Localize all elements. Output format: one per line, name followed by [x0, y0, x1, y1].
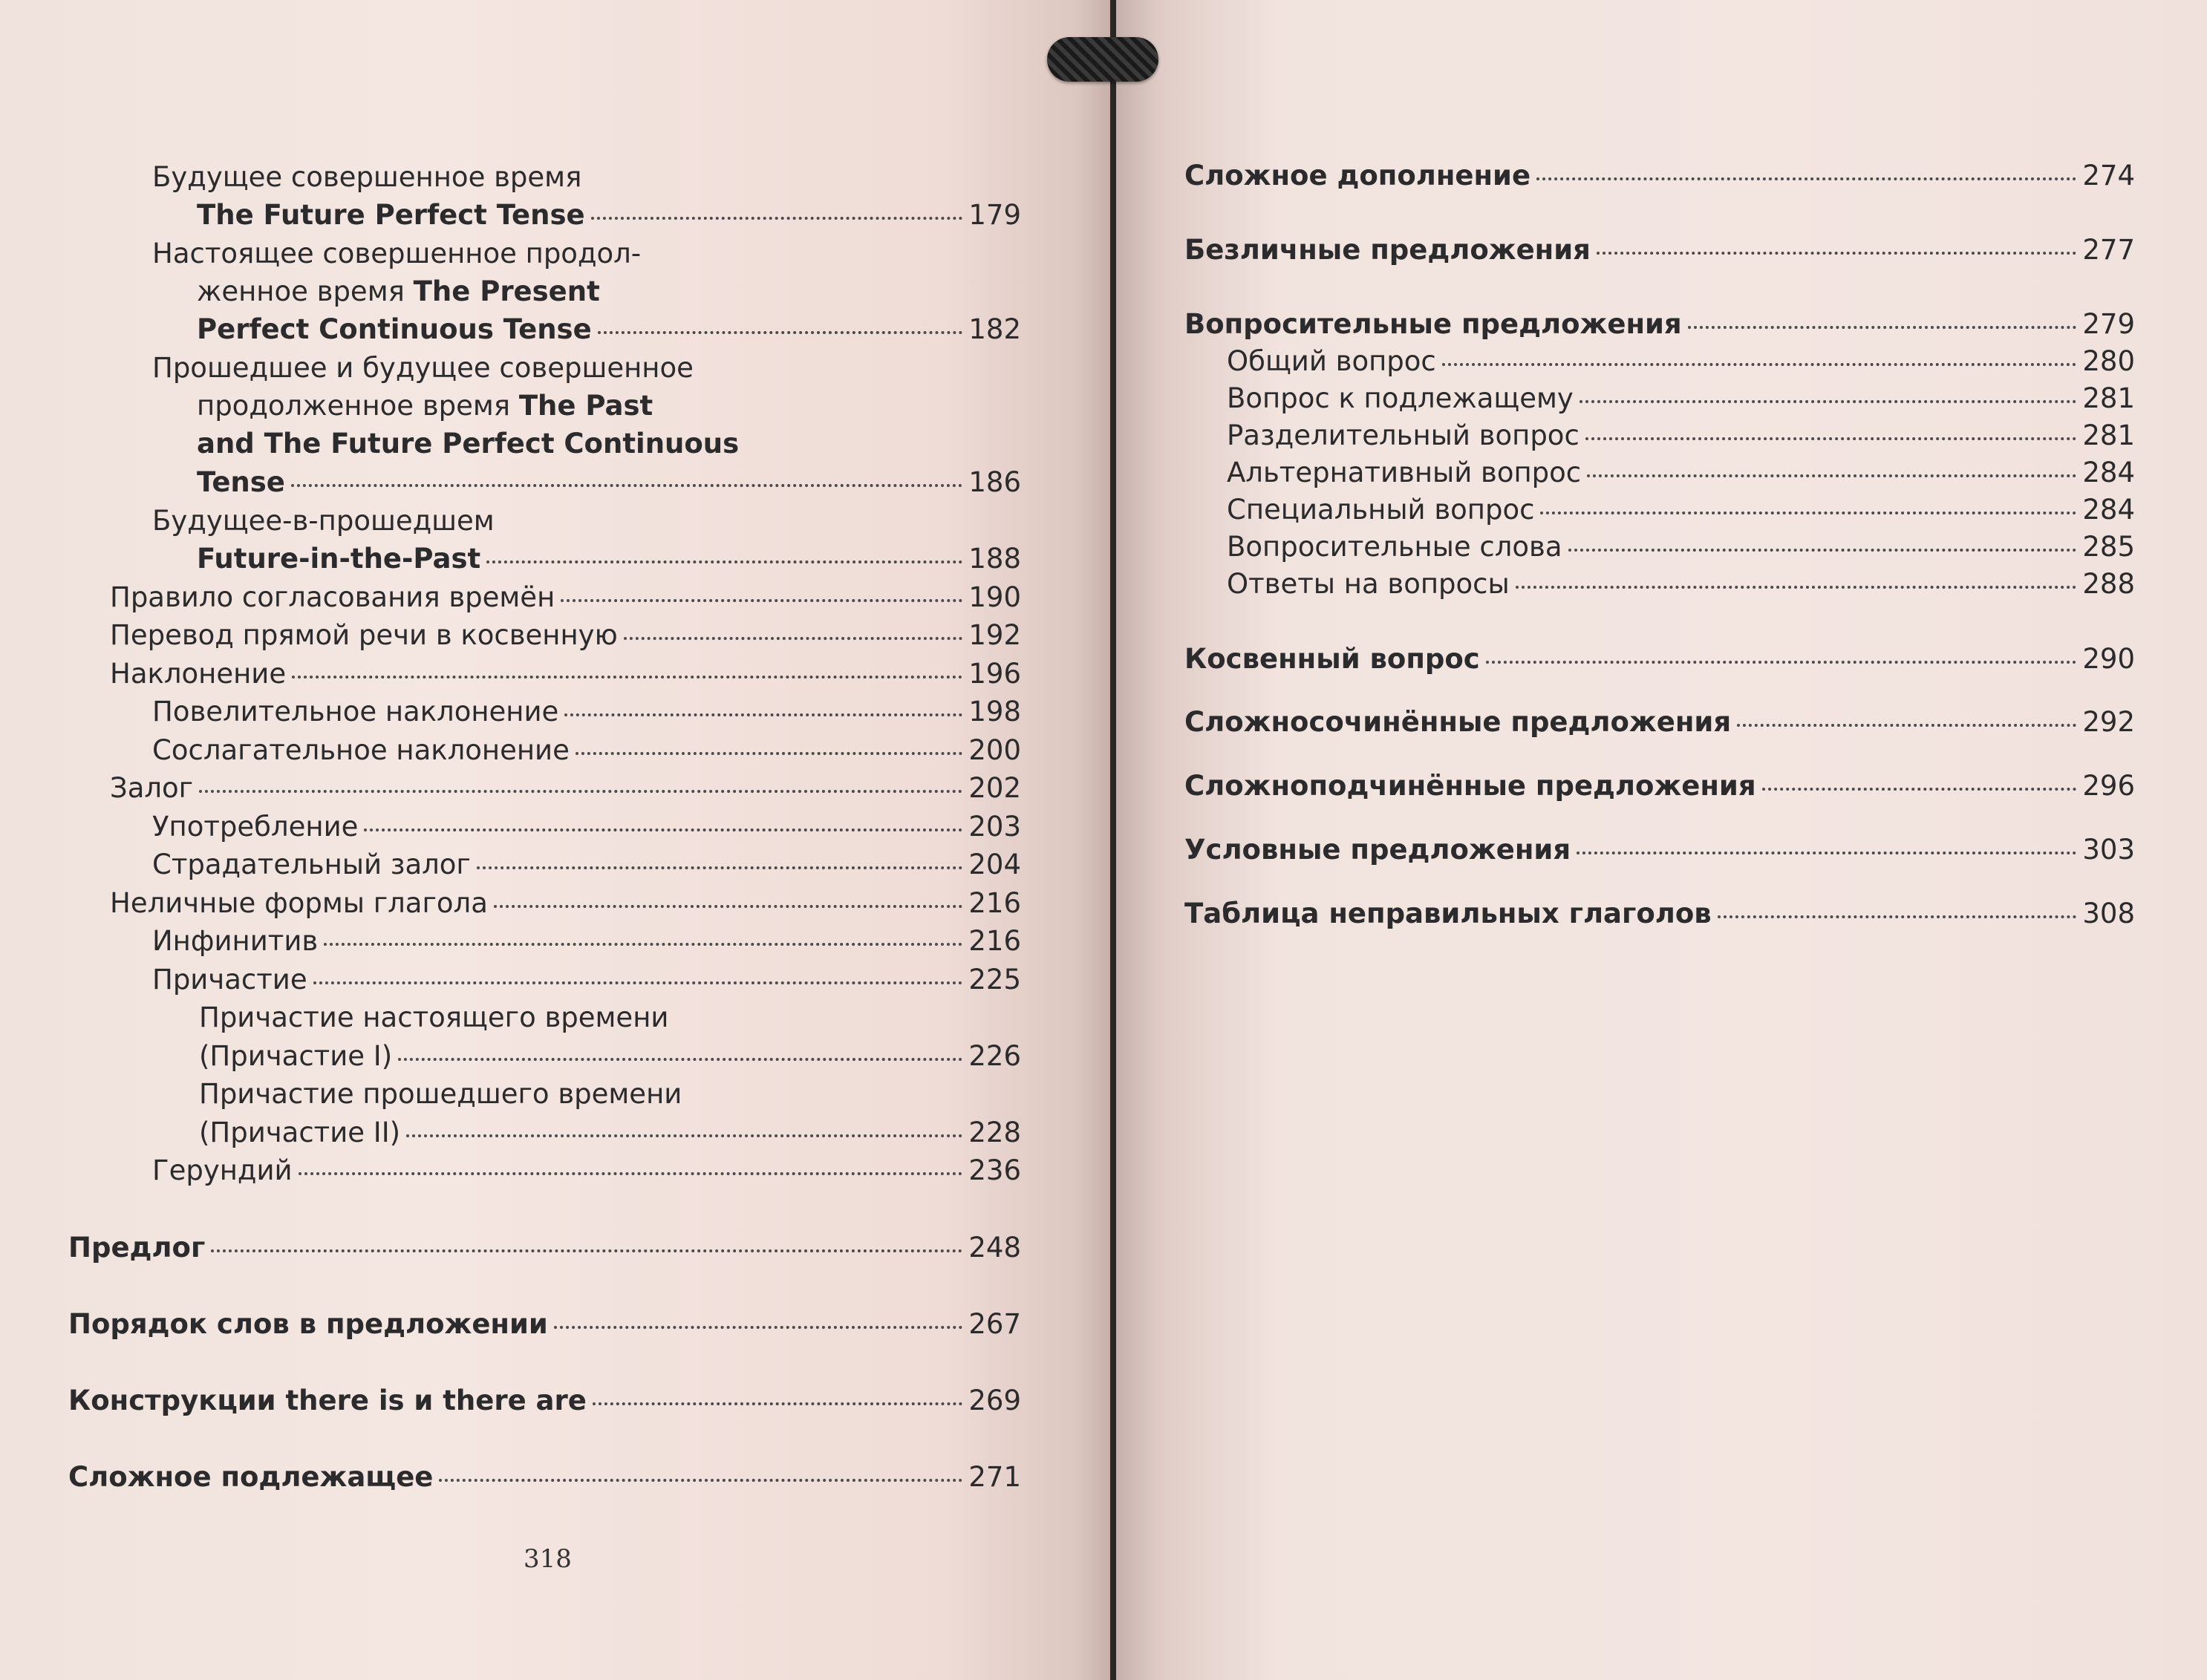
toc-entry	[152, 922, 1021, 960]
toc-entry-page: 198	[968, 696, 1021, 728]
toc-line: Причастие прошедшего времени	[199, 1078, 682, 1110]
toc-entry-title: Наклонение	[110, 658, 287, 690]
toc-entry-page: 280	[2082, 345, 2135, 377]
dot-leader	[1536, 177, 2076, 180]
toc-entry	[1184, 305, 2135, 343]
toc-entry-title: Сложное дополнение	[1184, 160, 1531, 192]
toc-entry-title: The Future Perfect Tense	[197, 199, 585, 231]
toc-entry	[197, 540, 1021, 578]
toc-entry-title: Употребление	[152, 811, 359, 843]
toc-entry	[1227, 491, 2135, 529]
toc-entry-title: Ответы на вопросы	[1227, 568, 1510, 600]
dot-leader	[576, 752, 963, 755]
dot-leader	[561, 599, 962, 602]
toc-entry-page: 192	[968, 619, 1021, 651]
toc-entry-title: Perfect Continuous Tense	[197, 313, 592, 345]
dot-leader	[1597, 252, 2076, 255]
toc-line: Причастие настоящего времени	[199, 1001, 669, 1033]
toc-entry	[152, 846, 1021, 883]
toc-entry-page: 284	[2082, 494, 2135, 526]
toc-entry	[152, 961, 1021, 998]
toc-entry	[1227, 379, 2135, 417]
toc-entry	[1227, 416, 2135, 454]
dot-leader	[324, 943, 962, 946]
page-number: 318	[524, 1544, 572, 1574]
toc-right	[1116, 0, 2207, 1680]
toc-entry-page: 303	[2082, 834, 2135, 866]
toc-entry-page: 288	[2082, 568, 2135, 600]
dot-leader	[398, 1058, 962, 1061]
dot-leader	[439, 1479, 962, 1482]
toc-entry	[68, 1382, 1021, 1419]
dot-leader	[564, 713, 962, 716]
toc-entry	[110, 769, 1021, 807]
toc-entry-title: Tense	[197, 466, 285, 498]
dot-leader	[199, 790, 962, 793]
toc-entry-page: 271	[968, 1461, 1021, 1493]
toc-line: Будущее совершенное время	[152, 161, 582, 193]
toc-entry-title: Сложное подлежащее	[68, 1461, 434, 1493]
toc-entry-page: 308	[2082, 898, 2135, 929]
toc-line	[197, 272, 600, 310]
dot-leader	[292, 676, 962, 679]
dot-leader	[1585, 437, 2077, 440]
toc-entry-page: 228	[968, 1117, 1021, 1148]
toc-entry-title: Герундий	[152, 1154, 293, 1186]
dot-leader	[1762, 788, 2077, 791]
toc-entry-title: Вопросительные предложения	[1184, 308, 1682, 340]
toc-entry-title: Сложносочинённые предложения	[1184, 706, 1732, 738]
toc-entry	[110, 616, 1021, 654]
toc-entry	[1227, 565, 2135, 603]
toc-entry	[1227, 454, 2135, 491]
toc-entry-title: Правило согласования времён	[110, 581, 555, 613]
toc-entry	[1184, 895, 2135, 932]
toc-entry	[1227, 342, 2135, 380]
toc-entry	[68, 1229, 1021, 1266]
toc-entry	[197, 310, 1021, 348]
toc-entry	[1184, 157, 2135, 195]
toc-entry-page: 188	[968, 543, 1021, 575]
toc-entry-page: 203	[968, 811, 1021, 843]
toc-entry-title: Неличные формы глагола	[110, 887, 488, 919]
toc-entry-title: Причастие	[152, 964, 307, 996]
toc-entry	[1184, 703, 2135, 741]
dot-leader	[598, 331, 963, 334]
dot-leader	[406, 1134, 962, 1137]
dot-leader	[1486, 661, 2077, 664]
dot-leader	[1577, 852, 2076, 854]
dot-leader	[486, 560, 962, 563]
toc-entry-page: 285	[2082, 531, 2135, 563]
toc-entry-page: 281	[2082, 382, 2135, 414]
toc-entry	[1184, 640, 2135, 678]
toc-entry	[110, 655, 1021, 693]
toc-entry-page: 190	[968, 581, 1021, 613]
dot-leader	[477, 866, 963, 869]
toc-entry-page: 290	[2082, 643, 2135, 675]
toc-entry-page: 204	[968, 849, 1021, 880]
toc-line-plain: продолженное время	[197, 390, 519, 422]
toc-entry-title: Вопросительные слова	[1227, 531, 1562, 563]
toc-entry-title: Общий вопрос	[1227, 345, 1436, 377]
toc-entry-page: 182	[968, 313, 1021, 345]
dot-leader	[1540, 511, 2076, 514]
toc-entry	[197, 463, 1021, 501]
toc-entry-page: 269	[968, 1385, 1021, 1416]
toc-entry	[110, 884, 1021, 922]
dot-leader	[313, 981, 963, 984]
toc-entry-page: 236	[968, 1154, 1021, 1186]
toc-entry	[68, 1305, 1021, 1343]
toc-entry-page: 292	[2082, 706, 2135, 738]
toc-entry-title: Порядок слов в предложении	[68, 1308, 548, 1340]
toc-line: Прошедшее и будущее совершенное	[152, 352, 694, 384]
toc-entry	[1184, 231, 2135, 269]
toc-entry-page: 216	[968, 887, 1021, 919]
dot-leader	[494, 905, 962, 908]
dot-leader	[1718, 915, 2077, 918]
toc-entry-page: 248	[968, 1232, 1021, 1264]
dot-leader	[1737, 724, 2076, 727]
dot-leader	[591, 217, 963, 220]
dot-leader	[1442, 363, 2077, 366]
toc-entry-page: 284	[2082, 457, 2135, 488]
toc-entry-title: Безличные предложения	[1184, 234, 1591, 266]
toc-entry-title: Перевод прямой речи в косвенную	[110, 619, 618, 651]
toc-entry	[68, 1458, 1021, 1496]
toc-line: and The Future Perfect Continuous	[197, 428, 740, 460]
toc-line	[197, 387, 653, 425]
toc-entry	[152, 1151, 1021, 1189]
toc-entry-page: 267	[968, 1308, 1021, 1340]
toc-entry-title: Сослагательное наклонение	[152, 734, 570, 766]
toc-line-bold: The Present	[413, 275, 600, 307]
toc-entry-page: 225	[968, 964, 1021, 996]
toc-entry-page: 226	[968, 1040, 1021, 1072]
toc-entry-title: Альтернативный вопрос	[1227, 457, 1582, 488]
toc-entry	[1227, 528, 2135, 566]
toc-entry-title: Разделительный вопрос	[1227, 419, 1580, 451]
toc-entry-page: 274	[2082, 160, 2135, 192]
toc-entry-title: (Причастие II)	[199, 1117, 401, 1148]
dot-leader	[554, 1326, 963, 1329]
toc-entry	[199, 1037, 1021, 1075]
toc-entry-title: Инфинитив	[152, 925, 319, 957]
toc-entry	[197, 196, 1021, 234]
ribbon-bookmark	[1047, 37, 1158, 82]
toc-entry-page: 216	[968, 925, 1021, 957]
toc-entry-title: Специальный вопрос	[1227, 494, 1535, 526]
dot-leader	[1516, 586, 2077, 589]
toc-entry-title: Повелительное наклонение	[152, 696, 559, 728]
toc-entry-page: 179	[968, 199, 1021, 231]
toc-entry-title: Таблица неправильных глаголов	[1184, 898, 1712, 929]
toc-entry	[199, 1114, 1021, 1151]
toc-entry	[110, 578, 1021, 616]
dot-leader	[1580, 400, 2077, 403]
toc-entry-page: 196	[968, 658, 1021, 690]
toc-entry-title: Вопрос к подлежащему	[1227, 382, 1574, 414]
toc-entry-title: Косвенный вопрос	[1184, 643, 1480, 675]
toc-entry-page: 202	[968, 772, 1021, 804]
toc-entry	[1184, 767, 2135, 805]
toc-entry-page: 281	[2082, 419, 2135, 451]
toc-entry-page: 200	[968, 734, 1021, 766]
toc-entry	[152, 693, 1021, 730]
toc-entry-page: 277	[2082, 234, 2135, 266]
toc-entry-title: Сложноподчинённые предложения	[1184, 770, 1756, 802]
toc-entry-title: Страдательный залог	[152, 849, 471, 880]
toc-entry-title: Предлог	[68, 1232, 206, 1264]
right-page	[1116, 0, 2207, 1680]
toc-line: Настоящее совершенное продол-	[152, 238, 642, 269]
toc-entry-title: Future-in-the-Past	[197, 543, 481, 575]
dot-leader	[291, 484, 962, 487]
dot-leader	[1688, 326, 2077, 329]
toc-entry	[152, 731, 1021, 769]
dot-leader	[1587, 474, 2076, 477]
dot-leader	[593, 1402, 963, 1405]
dot-leader	[211, 1249, 962, 1252]
dot-leader	[364, 828, 962, 831]
toc-line-bold: The Past	[518, 390, 653, 422]
toc-entry-page: 296	[2082, 770, 2135, 802]
toc-entry-page: 186	[968, 466, 1021, 498]
dot-leader	[1568, 549, 2077, 552]
toc-entry	[1184, 831, 2135, 869]
toc-line-plain: женное время	[197, 275, 414, 307]
toc-line: Будущее-в-прошедшем	[152, 505, 495, 537]
toc-entry-title: Залог	[110, 772, 194, 804]
toc-entry-title: Конструкции there is и there are	[68, 1385, 587, 1416]
toc-entry-title: (Причастие I)	[199, 1040, 393, 1072]
toc-entry-page: 279	[2082, 308, 2135, 340]
dot-leader	[299, 1172, 963, 1175]
toc-entry	[152, 808, 1021, 846]
dot-leader	[624, 637, 963, 640]
toc-entry-title: Условные предложения	[1184, 834, 1571, 866]
